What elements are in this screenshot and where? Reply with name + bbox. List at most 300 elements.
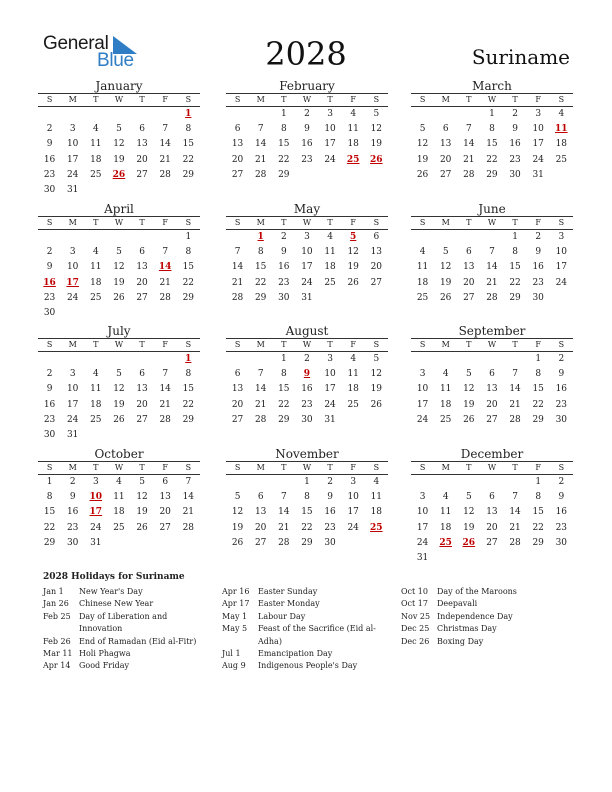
weekday-label: T (466, 218, 472, 227)
calendar-day: 15 (278, 139, 290, 150)
calendar-day: 3 (92, 477, 99, 487)
week-row (38, 490, 200, 505)
holiday-date: Feb 25 (43, 611, 71, 621)
holiday-day: 25 (370, 522, 383, 533)
weekday-label: T (93, 340, 99, 349)
weekday-header (226, 338, 388, 352)
week-row (38, 183, 200, 198)
calendar-day: 14 (254, 384, 267, 395)
calendar-day: 2 (558, 477, 565, 487)
calendar-day: 16 (509, 139, 521, 150)
empty-day (226, 230, 249, 245)
calendar-day: 16 (43, 154, 56, 165)
calendar-day: 3 (419, 492, 426, 503)
month-title: March (472, 79, 512, 93)
holiday-entry (43, 598, 210, 610)
calendar-day: 11 (439, 384, 452, 395)
calendar-day: 6 (489, 369, 495, 380)
holiday-date: Dec 26 (401, 636, 430, 646)
calendar-day: 7 (512, 369, 518, 380)
weekday-label: T (327, 340, 333, 349)
weekday-label: W (114, 95, 124, 104)
weekday-label: M (256, 340, 265, 349)
calendar-day: 8 (185, 247, 192, 258)
calendar-day: 25 (324, 277, 336, 288)
empty-day (226, 107, 249, 122)
calendar-day: 20 (231, 399, 244, 410)
month-october (38, 447, 200, 551)
calendar-day: 7 (257, 369, 264, 380)
calendar-day: 9 (558, 369, 565, 380)
calendar-day: 12 (370, 369, 383, 380)
week-row (226, 475, 388, 490)
week-row (411, 276, 573, 291)
weekday-label: F (350, 340, 356, 349)
holiday-date: Aug 9 (222, 661, 246, 671)
week-row (411, 367, 573, 382)
weekday-label: T (281, 95, 287, 104)
calendar-day: 24 (532, 154, 544, 165)
month-title: September (458, 324, 526, 338)
empty-day (107, 428, 130, 443)
holiday-day: 5 (350, 232, 357, 242)
calendar-day: 28 (159, 414, 171, 425)
calendar-day: 21 (159, 154, 171, 165)
calendar-day: 5 (116, 247, 122, 258)
calendar-day: 2 (558, 354, 565, 364)
calendar-day: 23 (66, 522, 79, 533)
weekday-label: F (350, 95, 356, 104)
calendar-day: 26 (416, 169, 429, 180)
week-row (411, 505, 573, 520)
calendar-day: 23 (43, 169, 56, 180)
calendar-day: 6 (234, 124, 241, 135)
empty-day (154, 428, 177, 443)
calendar-day: 28 (463, 169, 475, 180)
week-row (38, 168, 200, 183)
calendar-day: 26 (370, 399, 383, 410)
month-may (226, 202, 388, 306)
calendar-day: 17 (301, 262, 313, 273)
week-row (38, 260, 200, 275)
week-row (38, 107, 200, 122)
weekday-label: M (256, 463, 265, 472)
calendar-day: 2 (280, 232, 287, 242)
week-row (226, 260, 388, 275)
calendar-day: 15 (43, 507, 56, 518)
weekday-label: F (350, 463, 356, 472)
calendar-day: 9 (46, 262, 53, 273)
calendar-day: 17 (532, 139, 544, 150)
calendar-day: 23 (532, 277, 544, 288)
calendar-day: 4 (442, 369, 449, 380)
calendar-day: 12 (113, 262, 125, 273)
calendar-day: 29 (486, 169, 498, 180)
calendar-day: 22 (532, 522, 544, 533)
calendar-day: 9 (46, 384, 53, 395)
calendar-day: 6 (489, 492, 495, 503)
calendar-day: 14 (159, 139, 171, 150)
calendar-day: 29 (509, 292, 521, 303)
calendar-day: 24 (90, 522, 102, 533)
calendar-day: 17 (324, 139, 336, 150)
calendar-day: 15 (486, 139, 498, 150)
empty-day (38, 230, 61, 245)
calendar-day: 19 (113, 277, 125, 288)
calendar-day: 2 (46, 247, 53, 258)
calendar-day: 12 (439, 262, 452, 273)
calendar-day: 15 (532, 507, 544, 518)
calendar-day: 16 (324, 507, 336, 518)
calendar-day: 12 (231, 507, 244, 518)
calendar-day: 14 (509, 384, 521, 395)
weekday-label: F (535, 340, 541, 349)
calendar-day: 3 (419, 369, 426, 380)
holiday-date: Apr 14 (43, 661, 71, 671)
weekday-label: S (373, 95, 380, 104)
weekday-label: M (68, 340, 77, 349)
month-title: August (285, 324, 329, 338)
weekday-header (226, 461, 388, 475)
empty-day (249, 475, 272, 490)
calendar-day: 13 (463, 262, 475, 273)
empty-day (38, 352, 61, 367)
calendar-day: 26 (113, 292, 125, 303)
empty-day (131, 428, 154, 443)
calendar-day: 31 (532, 169, 544, 180)
calendar-day: 6 (139, 369, 145, 380)
week-row (411, 291, 573, 306)
holiday-day: 25 (439, 537, 452, 548)
weekday-header (226, 216, 388, 230)
month-title: October (94, 447, 144, 461)
calendar-day: 5 (139, 477, 145, 487)
calendar-day: 21 (182, 507, 195, 518)
calendar-day: 29 (532, 414, 544, 425)
calendar-day: 12 (416, 139, 429, 150)
calendar-day: 15 (254, 262, 267, 273)
empty-day (457, 107, 480, 122)
calendar-day: 21 (509, 522, 521, 533)
calendar-day: 29 (182, 169, 195, 180)
calendar-day: 5 (465, 369, 472, 380)
week-row (411, 521, 573, 536)
calendar-day: 19 (463, 399, 475, 410)
calendar-day: 10 (347, 492, 359, 503)
holiday-name: Day of Liberation and Innovation (79, 611, 168, 634)
calendar-day: 28 (231, 292, 244, 303)
calendar-day: 8 (304, 492, 310, 503)
calendar-day: 30 (43, 429, 56, 440)
calendar-day: 28 (278, 537, 290, 548)
holiday-day: 10 (89, 492, 103, 503)
calendar-day: 27 (231, 414, 244, 425)
calendar-day: 25 (416, 292, 429, 303)
week-row (38, 276, 200, 291)
logo-blue-text: Blue (97, 50, 134, 71)
holiday-name: Christmas Day (437, 624, 497, 634)
calendar-day: 24 (66, 414, 79, 425)
week-row (411, 475, 573, 490)
calendar-day: 15 (182, 139, 195, 150)
weekday-label: W (487, 463, 497, 472)
weekday-label: S (419, 463, 426, 472)
calendar-day: 13 (136, 384, 148, 395)
calendar-day: 13 (231, 139, 244, 150)
calendar-day: 29 (254, 292, 267, 303)
empty-day (550, 168, 573, 183)
calendar-day: 29 (278, 414, 290, 425)
calendar-day: 6 (257, 492, 264, 503)
weekday-label: W (114, 218, 124, 227)
calendar-day: 25 (90, 292, 102, 303)
holidays-column (43, 586, 210, 673)
calendar-day: 20 (254, 522, 267, 533)
calendar-day: 16 (555, 384, 568, 395)
calendar-day: 8 (280, 369, 287, 380)
calendar-day: 24 (416, 414, 429, 425)
calendar-day: 30 (66, 537, 79, 548)
empty-day (480, 230, 503, 245)
empty-day (131, 183, 154, 198)
logo-general-text: General (43, 33, 109, 54)
empty-day (365, 291, 388, 306)
empty-day (226, 475, 249, 490)
empty-day (550, 291, 573, 306)
calendar-day: 13 (231, 384, 244, 395)
holiday-day: 26 (112, 169, 126, 180)
month-january (38, 79, 200, 198)
calendar-day: 9 (69, 492, 76, 503)
calendar-day: 4 (442, 492, 449, 503)
calendar-day: 20 (136, 399, 148, 410)
holiday-day: 17 (66, 277, 79, 288)
calendar-day: 4 (350, 109, 357, 119)
empty-day (295, 168, 318, 183)
calendar-day: 14 (182, 492, 195, 503)
weekday-label: M (441, 463, 450, 472)
calendar-day: 12 (463, 507, 475, 518)
calendar-day: 8 (46, 492, 53, 503)
empty-day (131, 352, 154, 367)
week-row (411, 230, 573, 245)
calendar-day: 22 (278, 399, 290, 410)
calendar-day: 2 (304, 354, 310, 364)
calendar-day: 8 (535, 492, 542, 503)
empty-day (411, 230, 434, 245)
calendar-day: 11 (90, 262, 102, 273)
weekday-header (226, 93, 388, 107)
calendar-day: 30 (324, 537, 336, 548)
empty-day (342, 168, 365, 183)
empty-day (177, 428, 200, 443)
calendar-day: 18 (416, 277, 429, 288)
calendar-day: 19 (416, 154, 429, 165)
weekday-label: M (256, 218, 265, 227)
holiday-name: Labour Day (258, 611, 306, 621)
calendar-day: 14 (486, 262, 498, 273)
holiday-entry (43, 611, 210, 636)
calendar-day: 15 (182, 262, 195, 273)
holiday-entry (222, 598, 389, 610)
calendar-day: 2 (46, 124, 53, 135)
calendar-day: 30 (532, 292, 544, 303)
calendar-day: 11 (370, 492, 383, 503)
calendar-day: 15 (301, 507, 313, 518)
calendar-day: 15 (532, 384, 544, 395)
calendar-day: 9 (535, 247, 542, 258)
weekday-label: F (162, 218, 168, 227)
empty-day (457, 352, 480, 367)
calendar-day: 20 (486, 522, 498, 533)
holiday-entry (43, 636, 210, 648)
calendar-day: 19 (370, 139, 383, 150)
empty-day (434, 551, 457, 566)
empty-day (154, 536, 177, 551)
calendar-day: 26 (463, 414, 475, 425)
calendar-day: 11 (347, 369, 359, 380)
weekday-label: S (373, 218, 380, 227)
holidays-title: 2028 Holidays for Suriname (43, 572, 185, 582)
calendar-day: 23 (301, 154, 313, 165)
weekday-label: T (139, 463, 145, 472)
week-row (38, 230, 200, 245)
weekday-header (38, 338, 200, 352)
week-row (38, 428, 200, 443)
empty-day (434, 107, 457, 122)
calendar-day: 30 (43, 184, 56, 195)
calendar-day: 13 (159, 492, 171, 503)
empty-day (107, 352, 130, 367)
empty-day (131, 306, 154, 321)
calendar-day: 26 (231, 537, 244, 548)
calendar-day: 19 (439, 277, 452, 288)
weekday-label: F (535, 463, 541, 472)
calendar-day: 30 (509, 169, 521, 180)
calendar-day: 10 (416, 507, 429, 518)
empty-day (411, 107, 434, 122)
calendar-day: 11 (324, 247, 336, 258)
calendar-day: 12 (136, 492, 148, 503)
calendar-day: 13 (439, 139, 452, 150)
calendar-day: 7 (257, 124, 264, 135)
week-row (411, 551, 573, 566)
holiday-date: Jan 1 (43, 587, 64, 596)
calendar-day: 18 (90, 399, 102, 410)
empty-day (411, 352, 434, 367)
calendar-day: 1 (512, 232, 518, 242)
calendar-day: 26 (347, 277, 359, 288)
week-row (38, 352, 200, 367)
calendar-day: 18 (347, 139, 359, 150)
calendar-day: 4 (350, 354, 357, 364)
week-row (226, 168, 388, 183)
empty-day (154, 107, 177, 122)
weekday-label: S (558, 218, 565, 227)
month-july (38, 324, 200, 443)
calendar-day: 3 (69, 247, 76, 258)
holiday-date: Dec 25 (401, 624, 430, 634)
calendar-day: 21 (463, 154, 475, 165)
empty-day (107, 107, 130, 122)
calendar-day: 23 (43, 414, 56, 425)
calendar-day: 23 (278, 277, 290, 288)
empty-day (504, 551, 527, 566)
weekday-label: W (487, 218, 497, 227)
calendar-day: 31 (324, 414, 336, 425)
holiday-name: New Year's Day (79, 587, 143, 596)
calendar-day: 27 (136, 169, 148, 180)
calendar-day: 31 (301, 292, 313, 303)
calendar-day: 25 (90, 169, 102, 180)
calendar-day: 29 (301, 537, 313, 548)
calendar-day: 1 (280, 109, 287, 119)
calendar-day: 27 (486, 537, 498, 548)
calendar-day: 16 (278, 262, 290, 273)
holiday-day: 9 (303, 369, 311, 380)
weekday-label: T (512, 218, 518, 227)
weekday-label: T (327, 218, 333, 227)
holiday-entry (401, 636, 568, 648)
week-row (38, 521, 200, 536)
calendar-day: 21 (159, 399, 171, 410)
week-row (226, 352, 388, 367)
holiday-name: Day of the Maroons (437, 587, 517, 596)
holiday-day: 26 (462, 537, 476, 548)
calendar-day: 21 (486, 277, 498, 288)
week-row (411, 536, 573, 551)
calendar-day: 16 (555, 507, 568, 518)
calendar-day: 19 (231, 522, 244, 533)
weekday-label: W (114, 340, 124, 349)
calendar-day: 22 (182, 277, 195, 288)
calendar-day: 22 (301, 522, 313, 533)
weekday-label: T (466, 95, 472, 104)
weekday-label: S (419, 95, 426, 104)
week-row (411, 153, 573, 168)
calendar-day: 2 (69, 477, 76, 487)
calendar-day: 1 (304, 477, 310, 487)
calendar-day: 21 (254, 154, 267, 165)
empty-day (480, 551, 503, 566)
empty-day (226, 352, 249, 367)
calendar-day: 17 (416, 522, 429, 533)
calendar-day: 28 (182, 522, 195, 533)
calendar-day: 31 (416, 552, 429, 563)
weekday-label: W (487, 95, 497, 104)
month-february (226, 79, 388, 183)
calendar-day: 5 (116, 124, 122, 135)
calendar-day: 30 (555, 414, 568, 425)
calendar-day: 6 (162, 477, 169, 487)
calendar-day: 28 (254, 169, 267, 180)
holiday-entry (222, 623, 389, 648)
calendar-day: 27 (486, 414, 498, 425)
calendar-day: 6 (139, 124, 145, 135)
empty-day (154, 183, 177, 198)
holiday-date: Nov 25 (401, 611, 431, 621)
calendar-day: 14 (278, 507, 290, 518)
calendar-day: 9 (512, 124, 518, 135)
calendar-day: 7 (465, 124, 472, 135)
holiday-day: 1 (185, 109, 192, 119)
month-september (411, 324, 573, 428)
calendar-day: 2 (46, 369, 53, 380)
weekday-label: T (281, 218, 287, 227)
calendar-day: 1 (46, 477, 53, 487)
weekday-label: T (512, 95, 518, 104)
calendar-day: 29 (43, 537, 56, 548)
